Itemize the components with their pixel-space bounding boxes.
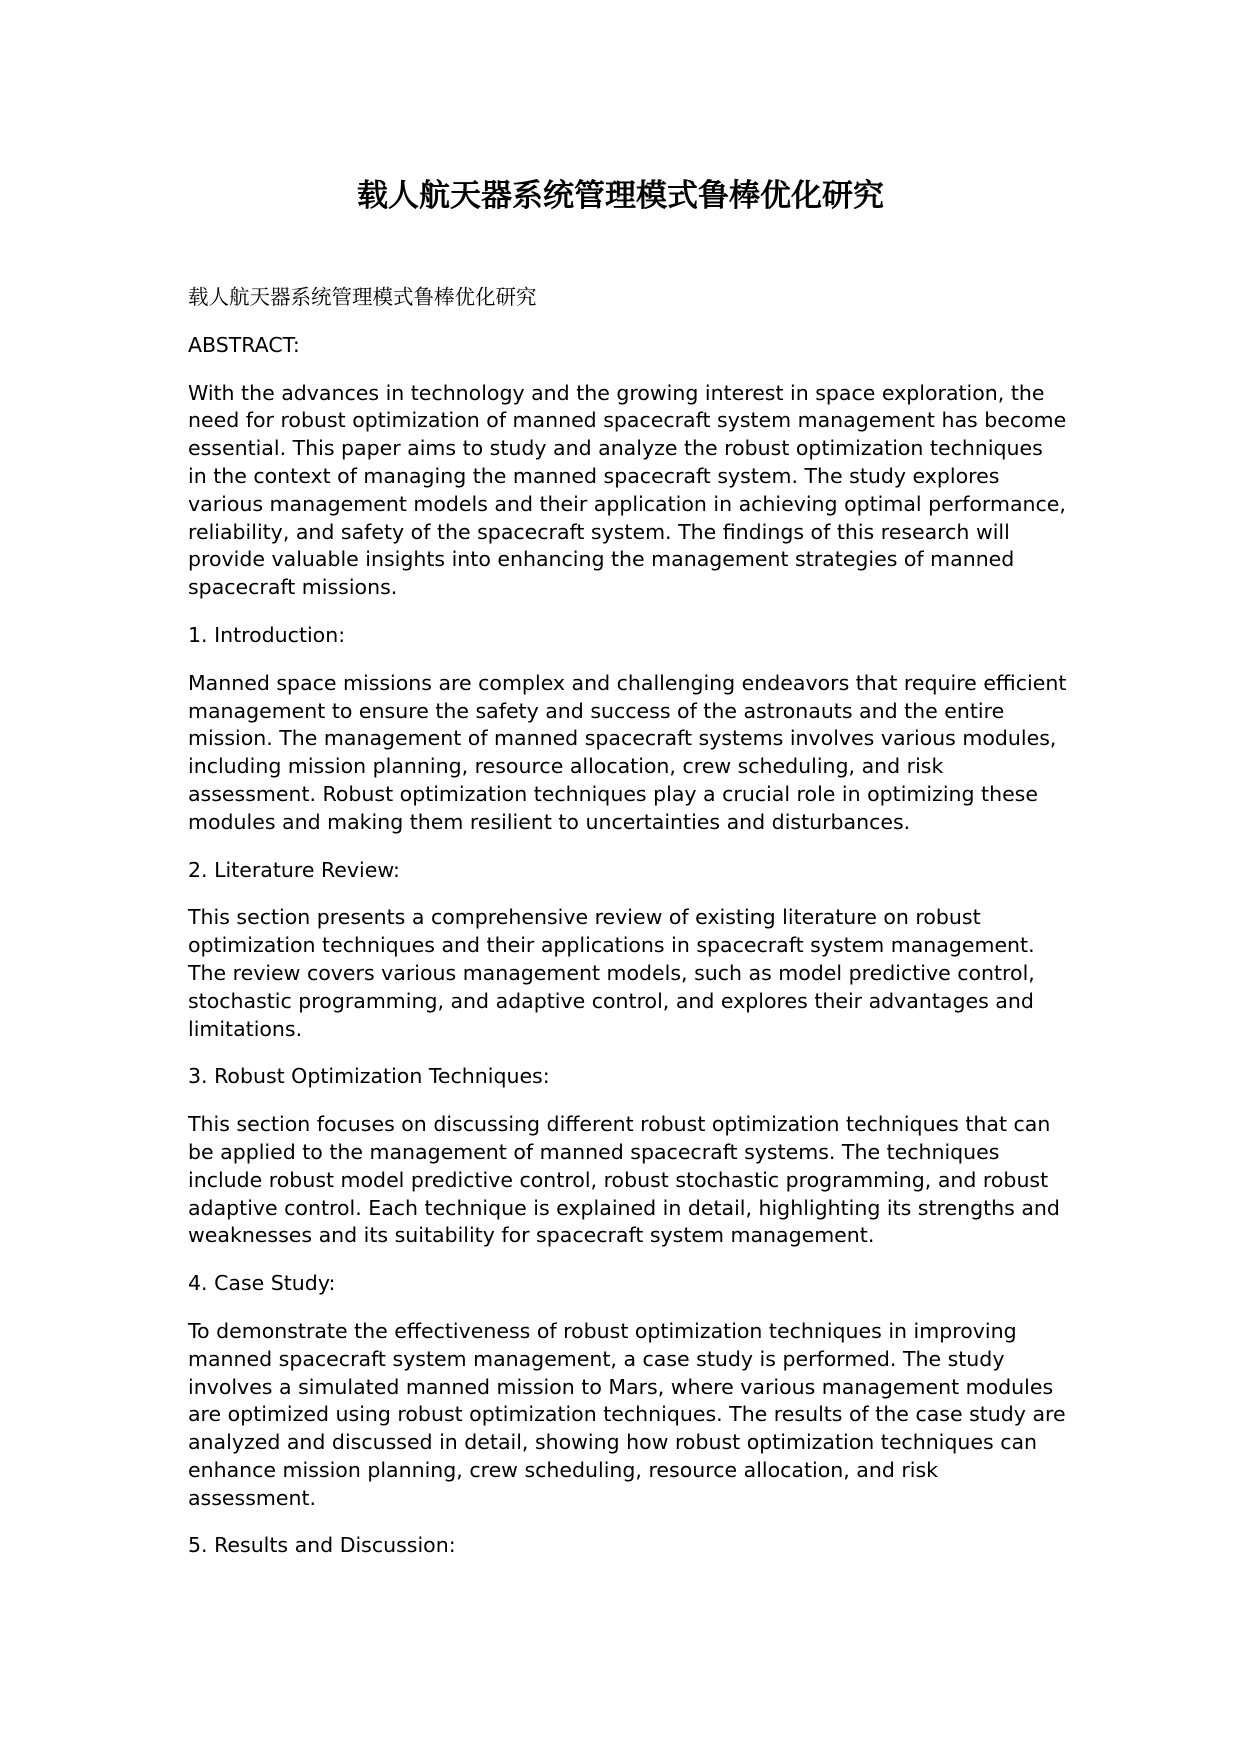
section-paragraph-literature-review: This section presents a comprehensive review of existing literature on robust optimization techniques and their applications in spacecraft system management. The review covers various management models, such as model predictive control, stochastic programming, and adaptive control, and explores their advantages and limitations. — [188, 905, 1035, 1041]
abstract-heading: ABSTRACT: — [188, 332, 300, 357]
section-heading-literature-review: 2. Literature Review: — [188, 857, 400, 882]
section-heading-introduction: 1. Introduction: — [188, 622, 346, 647]
abstract-paragraph: With the advances in technology and the growing interest in space exploration, the need for robust optimization of manned spacecraft system management has become essential. This paper aims to study and analyze the robust optimization techniques in the context of managing the manned spacecraft system. The study explores various management models and their application in achieving optimal performance, reliability, and safety of the spacecraft system. The findings of this research will provide valuable insights into enhancing the management strategies of manned spacecraft missions. — [188, 380, 1067, 600]
section-paragraph-case-study: To demonstrate the effectiveness of robust optimization techniques in improving manned spacecraft system management, a case study is performed. The study involves a simulated manned mission to Mars, where various management modules are optimized using robust optimization techniques. The results of the case study are analyzed and discussed in detail, showing how robust optimization techniques can enhance mission planning, crew scheduling, resource allocation, and risk assessment. — [188, 1318, 1066, 1510]
document-title: 载人航天器系统管理模式鲁棒优化研究 — [357, 178, 884, 214]
section-heading-case-study: 4. Case Study: — [188, 1271, 336, 1296]
section-heading-results-discussion: 5. Results and Discussion: — [188, 1533, 456, 1558]
document-body — [188, 284, 1068, 1580]
section-paragraph-introduction: Manned space missions are complex and challenging endeavors that require efficient management to ensure the safety and success of the astronauts and the entire mission. The management of manned spacecraft systems involves various modules, including mission planning, resource allocation, crew scheduling, and risk assessment. Robust optimization techniques play a crucial role in optimizing these modules and making them resilient to uncertainties and disturbances. — [188, 670, 1067, 834]
document-subtitle: 载人航天器系统管理模式鲁棒优化研究 — [188, 285, 537, 309]
section-paragraph-robust-optimization: This section focuses on discussing different robust optimization techniques that can be applied to the management of manned spacecraft systems. The techniques include robust model predictive control, robust stochastic programming, and robust adaptive control. Each technique is explained in detail, highlighting its strengths and weaknesses and its suitability for spacecraft system management. — [188, 1112, 1060, 1248]
section-heading-robust-optimization: 3. Robust Optimization Techniques: — [188, 1064, 550, 1089]
